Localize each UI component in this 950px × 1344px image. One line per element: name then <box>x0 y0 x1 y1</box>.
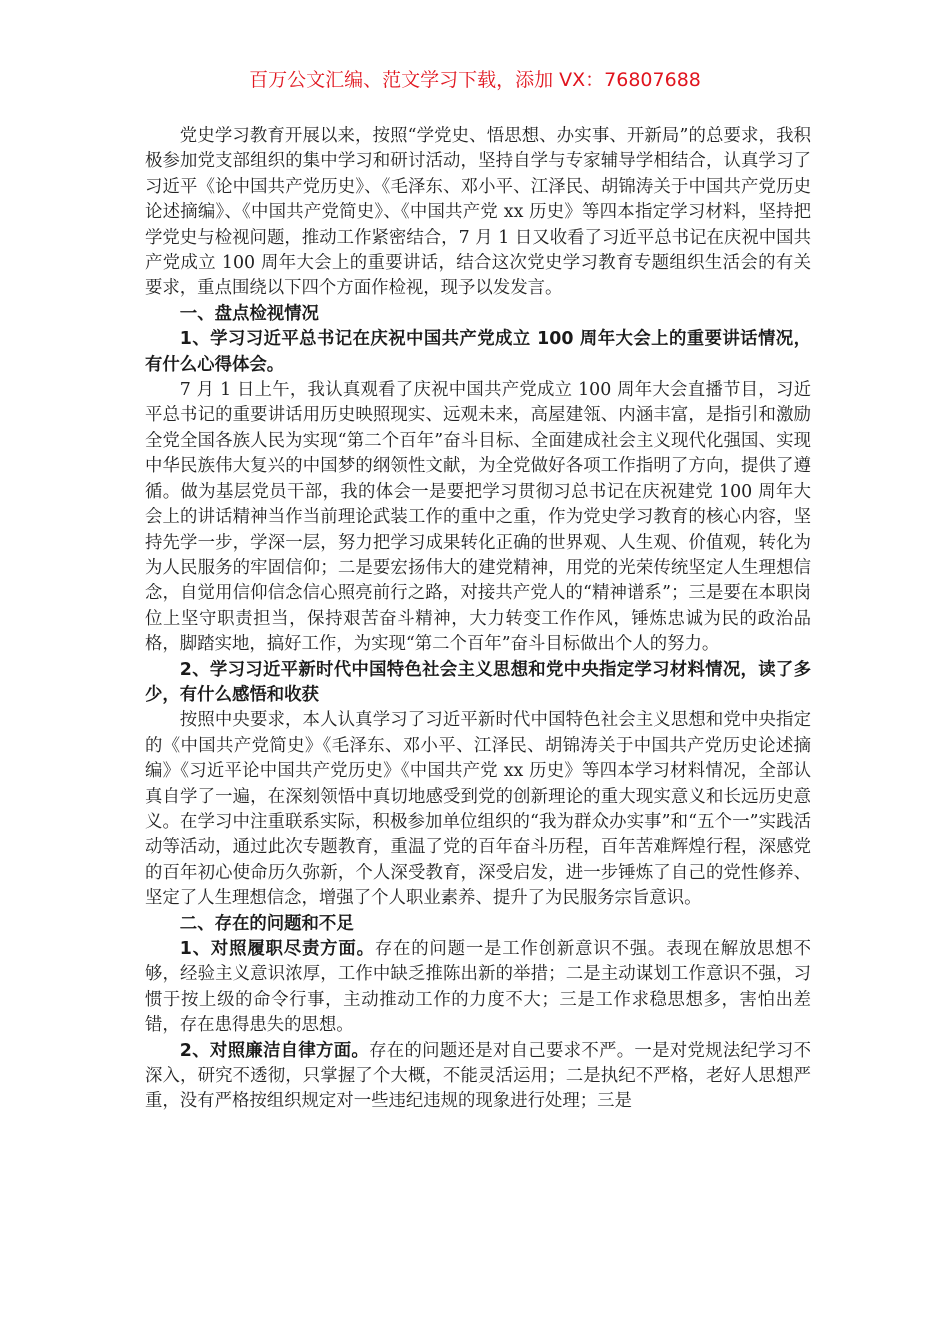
subsection-heading-1-2: 2、学习习近平新时代中国特色社会主义思想和党中央指定学习材料情况，读了多少，有什么感悟和收获 <box>145 659 811 705</box>
paragraph-2-2-body: 存在的问题还是对自己要求不严。一是对党规法纪学习不深入，研究不透彻，只掌握了个大概，不能灵活运用；二是执纪不严格，老好人思想严重，没有严格按组织规定对一些违纪违规的现象进行处理；三是 <box>145 1040 811 1112</box>
document-body <box>145 124 811 1115</box>
paragraph-2-1-lead: 1、对照履职尽责方面。 <box>179 939 375 959</box>
section-heading-2: 二、存在的问题和不足 <box>179 913 354 934</box>
paragraph-2-1-body: 存在的问题一是工作创新意识不强。表现在解放思想不够，经验主义意识浓厚，工作中缺乏推陈出新的举措；二是主动谋划工作意识不强，习惯于按上级的命令行事，主动推动工作的力度不大；三是工作求稳思想多，害怕出差错，存在患得患失的思想。 <box>145 939 811 1036</box>
section-heading-1: 一、盘点检视情况 <box>179 303 319 324</box>
paragraph-2-1 <box>145 937 811 1039</box>
paragraph-1-2: 按照中央要求，本人认真学习了习近平新时代中国特色社会主义思想和党中央指定的《中国共产党简史》《毛泽东、邓小平、江泽民、胡锦涛关于中国共产党历史论述摘编》《习近平论中国共产党历史》《中国共产党 xx 历史》等四本学习材料情况，全部认真自学了一遍，在深刻领悟中真切地感受到党的创新理论的重大现实意义和长远历史意义。在学习中注重联系实际，积极参加单位组织的“我为群众办实事”和“五个一”实践活动等活动，通过此次专题教育，重温了党的百年奋斗历程，百年苦难辉煌行程，深感党的百年初心使命历久弥新，个人深受教育，深受启发，进一步锤炼了自己的党性修养、坚定了人生理想信念，增强了个人职业素养、提升了为民服务宗旨意识。 <box>145 710 811 909</box>
promo-banner: 百万公文汇编、范文学习下载，添加 VX：76807688 <box>249 69 701 91</box>
intro-paragraph: 党史学习教育开展以来，按照“学党史、悟思想、办实事、开新局”的总要求，我积极参加党支部组织的集中学习和研讨活动，坚持自学与专家辅导学相结合，认真学习了习近平《论中国共产党历史》、《毛泽东、邓小平、江泽民、胡锦涛关于中国共产党历史论述摘编》、《中国共产党简史》、《中国共产党 xx 历史》等四本指定学习材料，坚持把学党史与检视问题，推动工作紧密结合，7 月 1 日又收看了习近平总书记在庆祝中国共产党成立 100 周年大会上的重要讲话，结合这次党史学习教育专题组织生活会的有关要求，重点围绕以下四个方面作检视，现予以发发言。 <box>145 126 811 299</box>
paragraph-2-2-lead: 2、对照廉洁自律方面。 <box>179 1040 370 1061</box>
paragraph-2-2 <box>145 1039 811 1115</box>
subsection-heading-1-1: 1、学习习近平总书记在庆祝中国共产党成立 100 周年大会上的重要讲话情况，有什么心得体会。 <box>145 329 811 375</box>
paragraph-1-1: 7 月 1 日上午，我认真观看了庆祝中国共产党成立 100 周年大会直播节目，习近平总书记的重要讲话用历史映照现实、远观未来，高屋建瓴、内涵丰富，是指引和激励全党全国各族人民为实现“第二个百年”奋斗目标、全面建成社会主义现代化强国、实现中华民族伟大复兴的中国梦的纲领性文献，为全党做好各项工作指明了方向，提供了遵循。做为基层党员干部，我的体会一是要把学习贯彻习总书记在庆祝建党 100 周年大会上的讲话精神当作当前理论武装工作的重中之重，作为党史学习教育的核心内容，坚持先学一步，学深一层，努力把学习成果转化正确的世界观、人生观、价值观，转化为为人民服务的牢固信仰；二是要宏扬伟大的建党精神，用党的光荣传统坚定人生理想信念，自觉用信仰信念信心照亮前行之路，对接共产党人的“精神谱系”；三是要在本职岗位上坚守职责担当，保持艰苦奋斗精神，大力转变工作作风，锤炼忠诚为民的政治品格，脚踏实地，搞好工作，为实现“第二个百年”奋斗目标做出个人的努力。 <box>145 380 811 655</box>
